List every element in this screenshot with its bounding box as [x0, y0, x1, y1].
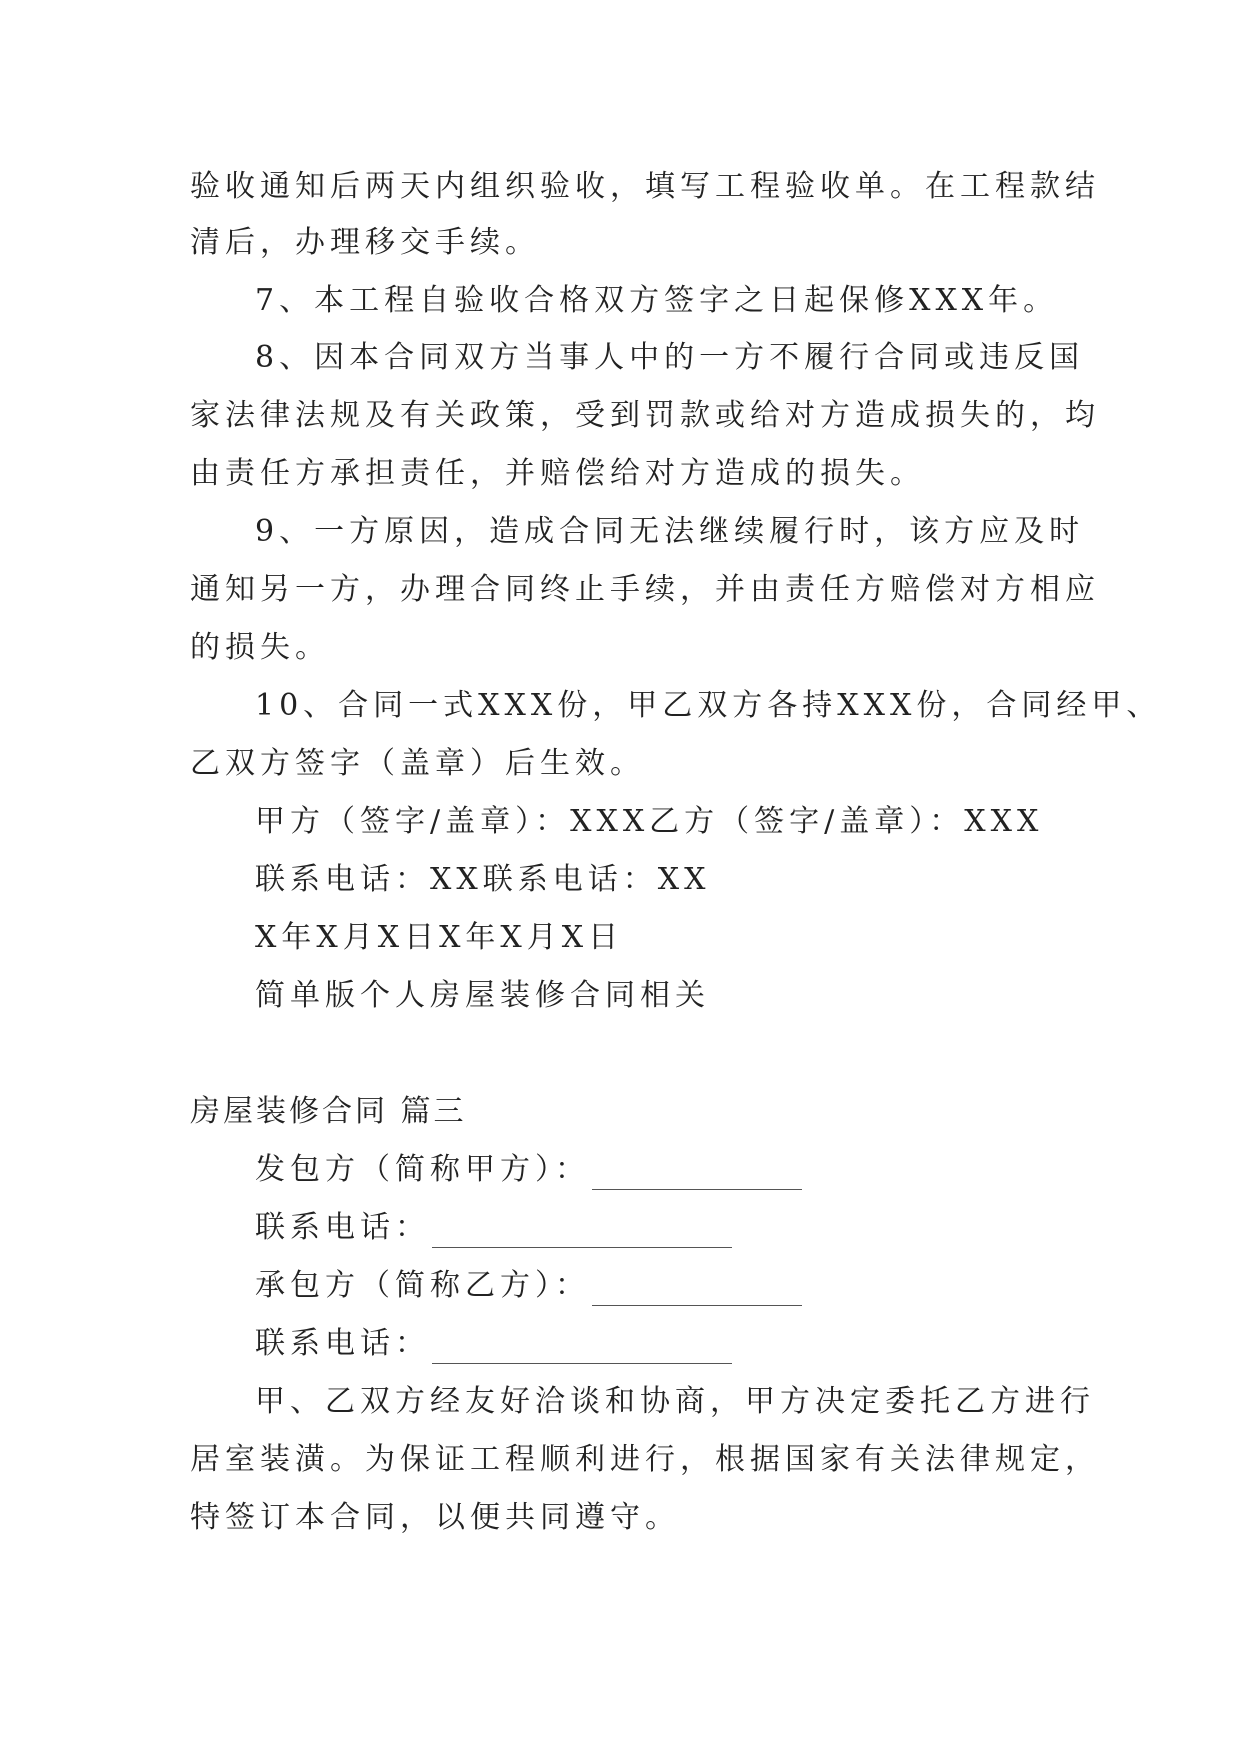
- text-line: 10、合同一式XXX份，甲乙双方各持XXX份，合同经甲、: [255, 688, 1162, 723]
- contact-line: 联系电话：XX联系电话：XX: [255, 862, 711, 897]
- client-field-label: 发包方（简称甲方）：: [255, 1152, 590, 1187]
- client-phone-blank: [432, 1217, 732, 1248]
- contractor-phone-blank: [432, 1333, 732, 1364]
- text-line: 由责任方承担责任，并赔偿给对方造成的损失。: [190, 456, 925, 491]
- text-line: 家法律法规及有关政策，受到罚款或给对方造成损失的，均: [190, 398, 1100, 433]
- contractor-phone-label: 联系电话：: [255, 1326, 430, 1361]
- client-field-blank: [592, 1159, 802, 1190]
- text-line: 居室装潢。为保证工程顺利进行，根据国家有关法律规定，: [190, 1442, 1100, 1477]
- client-phone-label: 联系电话：: [255, 1210, 430, 1245]
- text-line: 通知另一方，办理合同终止手续，并由责任方赔偿对方相应: [190, 572, 1100, 607]
- contractor-field-label: 承包方（简称乙方）：: [255, 1268, 590, 1303]
- text-line: 清后，办理移交手续。: [190, 225, 540, 260]
- text-line: 特签订本合同，以便共同遵守。: [190, 1500, 680, 1535]
- section-title: 房屋装修合同 篇三: [190, 1094, 467, 1129]
- client-field: [255, 1150, 802, 1190]
- text-line: 验收通知后两天内组织验收，填写工程验收单。在工程款结: [190, 169, 1100, 204]
- contractor-phone-field: [255, 1324, 732, 1364]
- text-line: 9、一方原因，造成合同无法继续履行时，该方应及时: [255, 514, 1085, 549]
- client-phone-field: [255, 1208, 732, 1248]
- contractor-field-blank: [592, 1275, 802, 1306]
- text-line: 乙双方签字（盖章）后生效。: [190, 746, 645, 781]
- text-line: 7、本工程自验收合格双方签字之日起保修XXX年。: [255, 283, 1059, 318]
- contractor-field: [255, 1266, 802, 1306]
- text-line: 甲、乙双方经友好洽谈和协商，甲方决定委托乙方进行: [255, 1384, 1095, 1419]
- text-line: 的损失。: [190, 630, 330, 665]
- text-line: 简单版个人房屋装修合同相关: [255, 978, 710, 1013]
- date-line: X年X月X日X年X月X日: [255, 920, 624, 955]
- signature-line: 甲方（签字/盖章）：XXX乙方（签字/盖章）：XXX: [255, 804, 1044, 839]
- text-line: 8、因本合同双方当事人中的一方不履行合同或违反国: [255, 340, 1085, 375]
